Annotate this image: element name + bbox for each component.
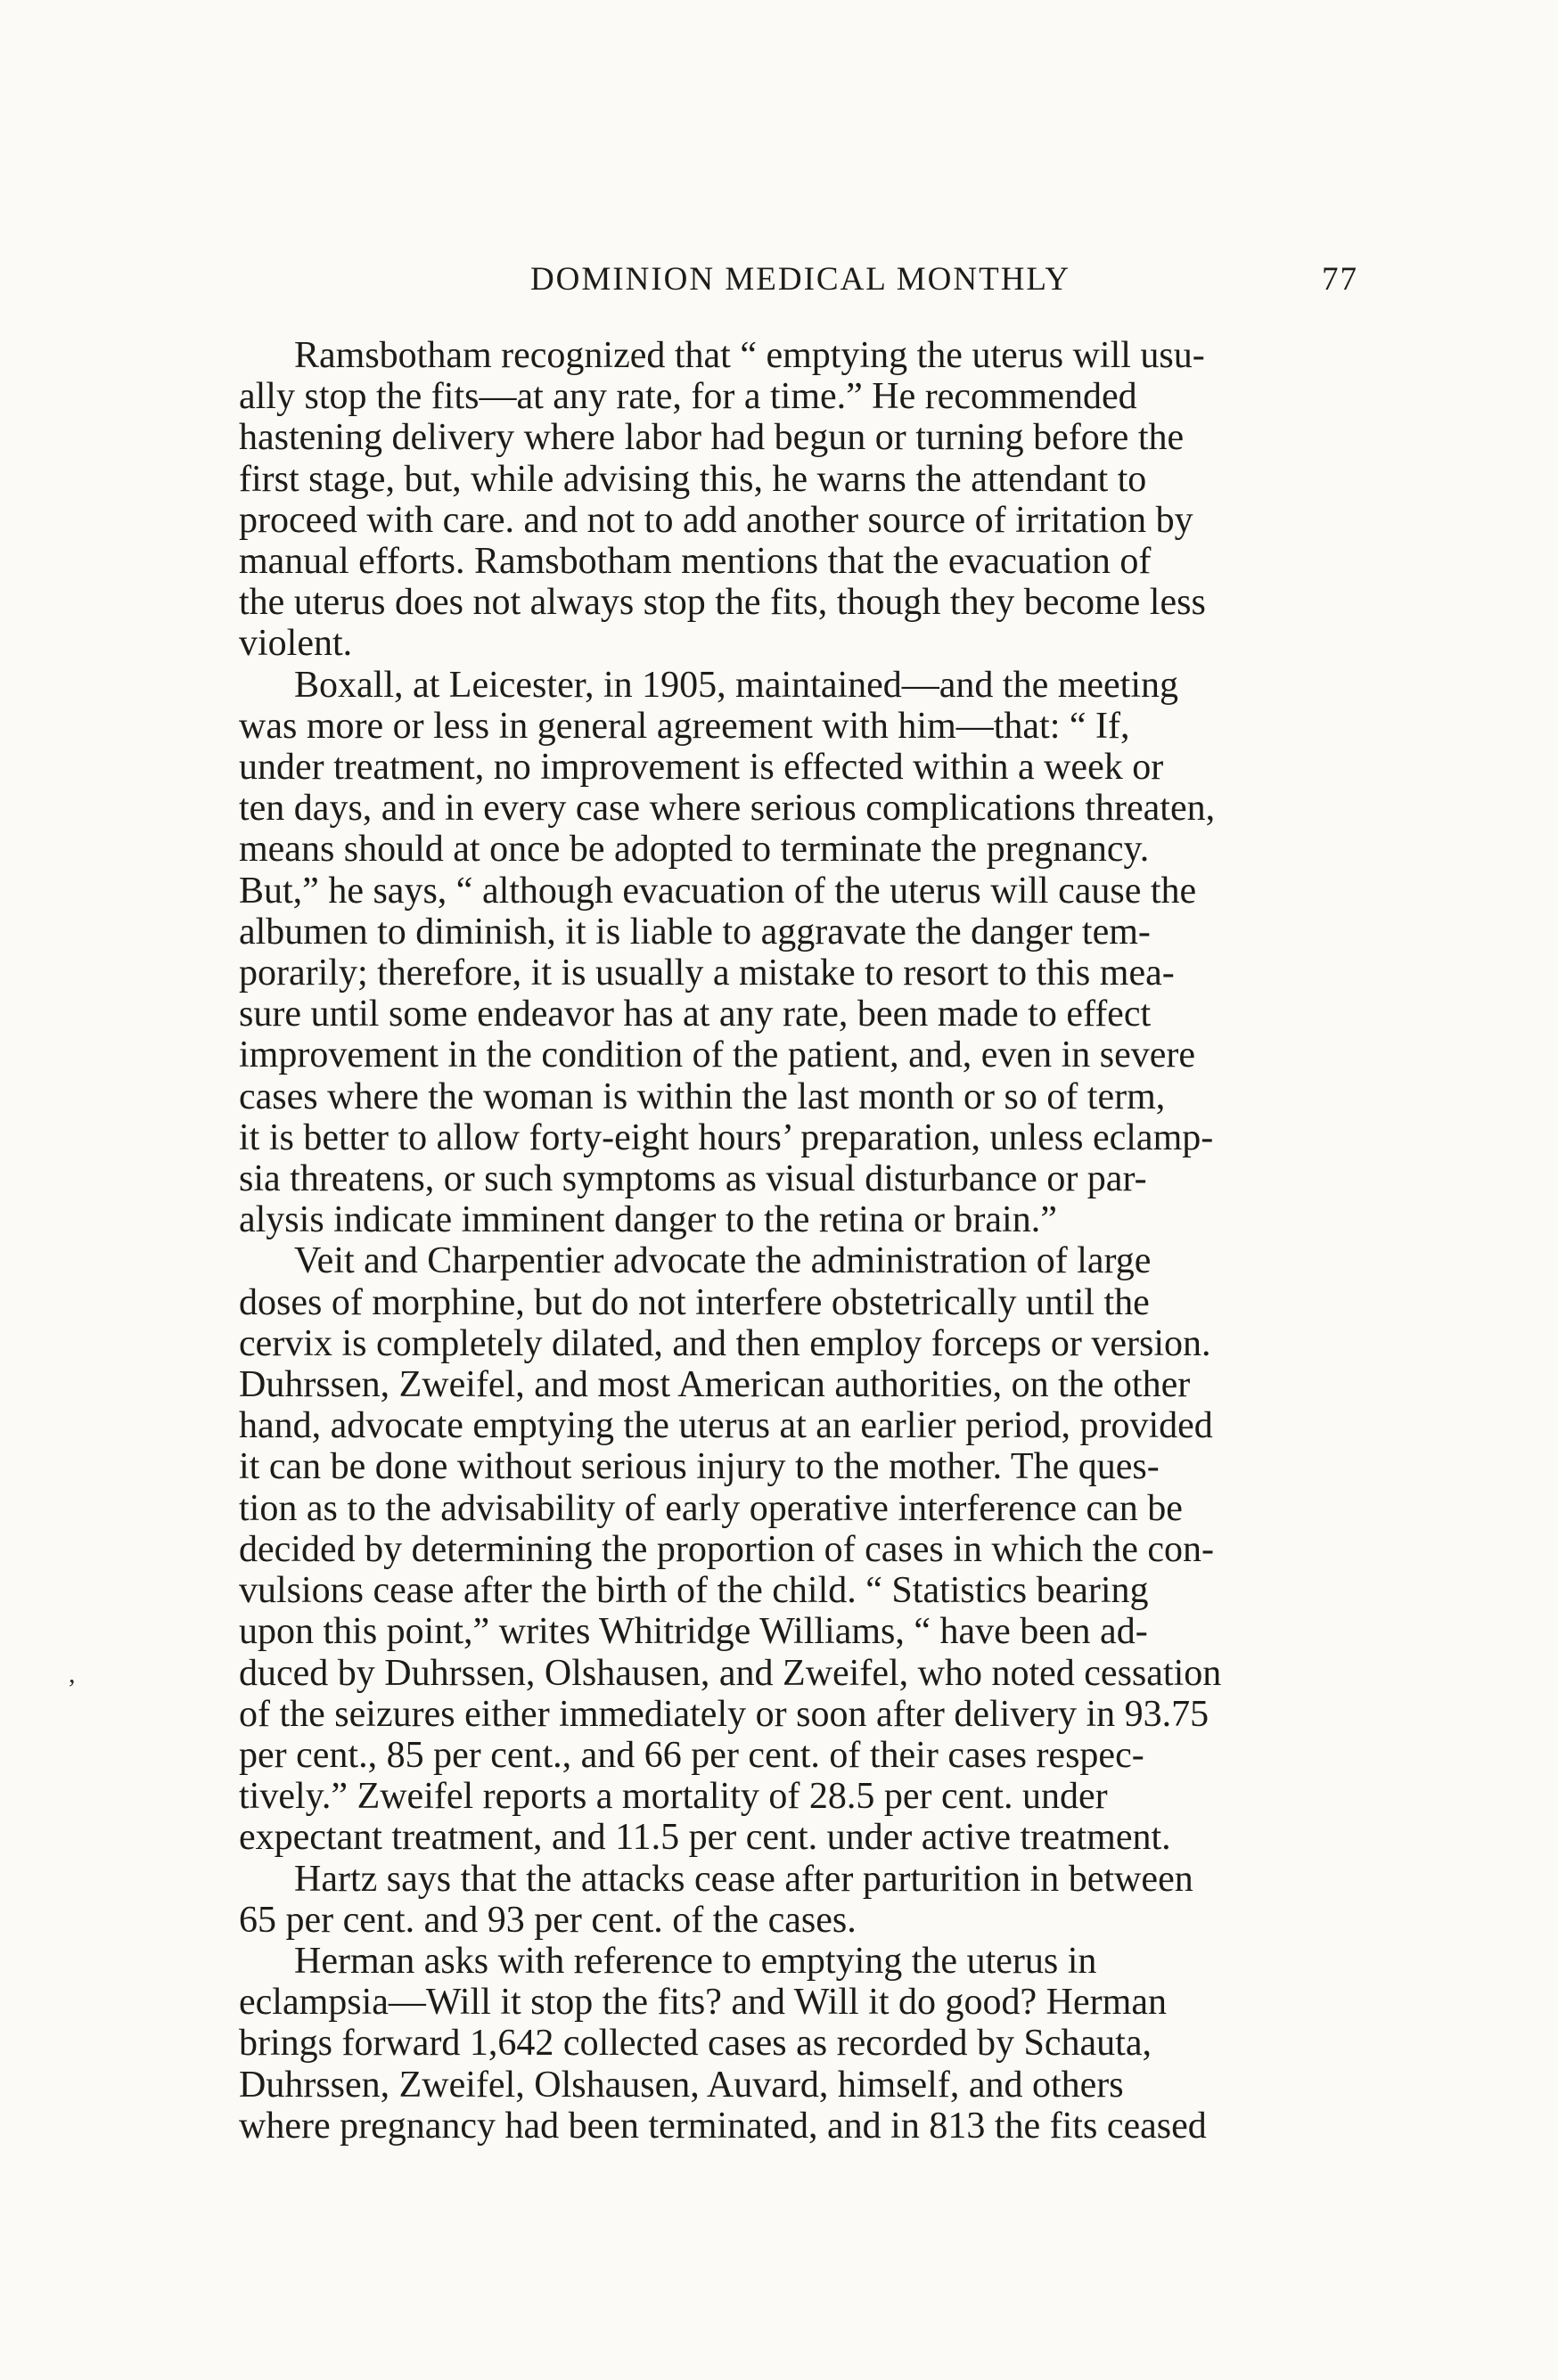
paragraph-boxall: Boxall, at Leicester, in 1905, maintained—and the meeting was more or less in general agreement with him—that: “ If, under treatment, no improvement is effected within a week or ten days, and in every case where serious complications threaten, means should at once be adopted to terminate the pregnancy. But,” he says, “ although evacuation of the uterus will cause the albumen to diminish, it is liable to aggravate the danger tem- porarily; therefore, it is usually a mistake to resort to this mea- sure until some endeavor has at any rate, been made to effect improvement in the condition of the patient, and, even in severe cases where the woman is within the last month or so of term, it is better to allow forty-eight hours’ preparation, unless eclamp- sia threatens, or such symptoms as visual disturbance or par- alysis indicate imminent danger to the retina or brain.” xyxy=(239,664,1216,1241)
paragraph-hartz: Hartz says that the attacks cease after parturition in between 65 per cent. and 93 per cent. of the cases. xyxy=(239,1858,1193,1941)
paragraph-herman: Herman asks with reference to emptying the uterus in eclampsia—Will it stop the fits? and Will it do good? Herman brings forward 1,642 collected cases as recorded by Schauta, Duhrssen, Zweifel, Olshausen, Auvard, himself, and others where pregnancy had been terminated, and in 813 the fits ceased xyxy=(239,1940,1207,2147)
journal-title: DOMINION MEDICAL MONTHLY xyxy=(529,261,1071,298)
running-head xyxy=(242,260,1358,299)
page-number: 77 xyxy=(1322,261,1358,298)
margin-mark: , xyxy=(69,1659,76,1689)
paragraph-ramsbotham: Ramsbotham recognized that “ emptying the uterus will usu- ally stop the fits—at any rate, for a time.” He recommended hastening delivery where labor had begun or turning before the first stage, but, while advising this, he warns the attendant to proceed with care. and not to add another source of irritation by manual efforts. Ramsbotham mentions that the evacuation of the uterus does not always stop the fits, though they become less violent. xyxy=(239,335,1206,665)
paragraph-veit-charpentier: Veit and Charpentier advocate the administration of large doses of morphine, but do not interfere obstetrically until the cervix is completely dilated, and then employ forceps or version. Duhrssen, Zweifel, and most American authorities, on the other hand, advocate emptying the uterus at an earlier period, provided it can be done without serious injury to the mother. The ques- tion as to the advisability of early operative interference can be decided by determining the proportion of cases in which the con- vulsions cease after the birth of the child. “ Statistics bearing upon this point,” writes Whitridge Williams, “ have been ad- duced by Duhrssen, Olshausen, and Zweifel, who noted cessation of the seizures either immediately or soon after delivery in 93.75 per cent., 85 per cent., and 66 per cent. of their cases respec- tively.” Zweifel reports a mortality of 28.5 per cent. under expectant treatment, and 11.5 per cent. under active treatment. xyxy=(239,1240,1222,1859)
body-text xyxy=(239,335,1363,2147)
